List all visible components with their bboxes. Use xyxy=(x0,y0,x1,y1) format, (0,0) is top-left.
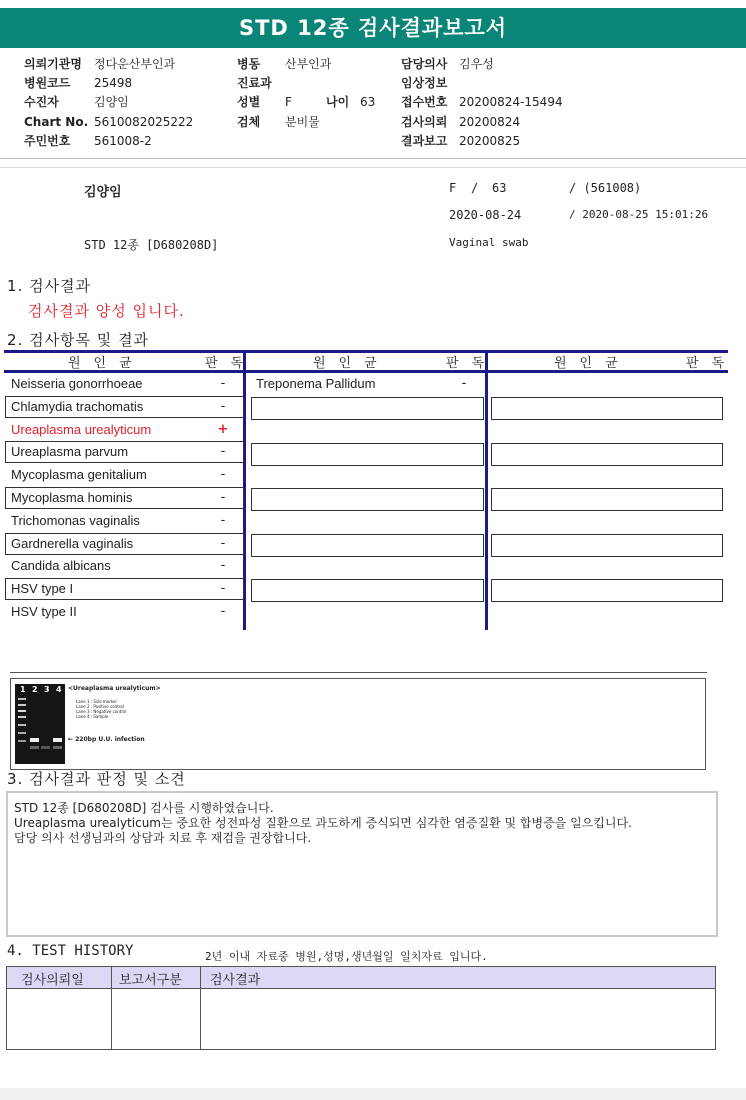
header-value: 20200825 xyxy=(459,133,521,148)
gel-legend-item: Lane 2 : Positive control xyxy=(76,704,124,709)
pathogen-result: - xyxy=(220,535,226,551)
empty-result-box xyxy=(491,488,723,511)
empty-result-box xyxy=(251,443,484,466)
pathogen-name: HSV type I xyxy=(11,581,74,597)
gel-panel-rule xyxy=(10,672,707,673)
header-field-chart-no xyxy=(24,113,193,132)
pathogen-name: Neisseria gonorrhoeae xyxy=(11,376,143,391)
remarks-box xyxy=(6,791,718,937)
col3-result-header: 판독 xyxy=(686,356,738,371)
header-divider xyxy=(0,158,746,159)
header-divider-2 xyxy=(0,167,746,168)
pathogen-result: - xyxy=(220,604,226,619)
header-field-patient xyxy=(24,93,129,112)
empty-result-box xyxy=(491,397,723,420)
history-header-row xyxy=(7,967,715,989)
empty-result-box xyxy=(491,443,723,466)
header-field-doctor xyxy=(401,55,494,74)
patient-name: 김양임 xyxy=(84,185,122,200)
header-value: 김우성 xyxy=(459,57,494,71)
header-value: F xyxy=(285,95,292,110)
section4-heading: 4. TEST HISTORY xyxy=(7,943,134,959)
remarks-line-1: STD 12종 [D680208D] 검사를 시행하였습니다. xyxy=(14,801,274,815)
header-label: 병동 xyxy=(237,57,261,71)
history-col-report-type: 보고서구분 xyxy=(119,973,182,988)
header-value: 63 xyxy=(360,95,376,110)
header-value: 5610082025222 xyxy=(94,114,194,129)
history-col-divider-2 xyxy=(200,967,201,1049)
col3-pathogen-header: 원인균 xyxy=(554,356,631,371)
gel-lane-number: 3 xyxy=(44,685,50,694)
header-label: 수진자 xyxy=(24,95,59,110)
section2-heading: 2. 검사항목 및 결과 xyxy=(7,331,150,349)
header-label: 담당의사 xyxy=(401,57,448,71)
header-label: 결과보고 xyxy=(401,133,448,148)
gel-arrow-text: 220bp U.U. infection xyxy=(75,736,145,743)
empty-result-box xyxy=(491,579,723,602)
header-label: 진료과 xyxy=(237,76,272,91)
header-value: 분비물 xyxy=(285,114,320,129)
patient-birth: / (561008) xyxy=(569,181,642,195)
header-field-accession-no xyxy=(401,93,563,112)
pathogen-result: - xyxy=(220,398,226,414)
history-table xyxy=(6,966,716,1050)
empty-result-box xyxy=(251,488,484,511)
header-value: 25498 xyxy=(94,76,133,91)
header-label: 성별 xyxy=(237,95,261,110)
history-col-divider-1 xyxy=(111,967,112,1049)
header-field-hospital xyxy=(24,55,175,74)
history-note: 2년 이내 자료중 병원,성명,생년월일 일치자료 입니다. xyxy=(205,950,488,963)
header-value: 561008-2 xyxy=(94,133,152,148)
gel-lane-number: 1 xyxy=(20,685,26,694)
result-summary: 검사결과 양성 입니다. xyxy=(28,302,185,320)
gel-lane-numbers xyxy=(17,685,65,695)
pathogen-name: Ureaplasma parvum xyxy=(11,444,129,460)
header-label: 접수번호 xyxy=(401,95,448,110)
pathogen-name: HSV type II xyxy=(11,604,77,619)
reported-datetime: / 2020-08-25 15:01:26 xyxy=(569,208,709,221)
empty-result-box xyxy=(251,397,484,420)
pathogen-result: - xyxy=(220,581,226,597)
pathogen-name: Candida albicans xyxy=(11,558,111,574)
header-label: 주민번호 xyxy=(24,133,71,148)
header-field-specimen xyxy=(237,113,320,132)
pathogen-result: - xyxy=(220,512,226,528)
header-value: 정다운산부인과 xyxy=(94,57,176,71)
col2-pathogen-header: 원인균 xyxy=(313,356,390,371)
test-name: STD 12종 [D680208D] xyxy=(84,238,219,252)
pathogen-name: Gardnerella vaginalis xyxy=(11,535,134,551)
header-value: 산부인과 xyxy=(285,57,332,71)
header-label: Chart No. xyxy=(24,114,89,129)
gel-lane-number: 2 xyxy=(32,685,38,694)
header-value: 20200824 xyxy=(459,114,521,129)
report-title: STD 12종 검사결과보고서 xyxy=(0,8,746,48)
header-field-clinical-info xyxy=(401,74,459,93)
col2-result-header: 판독 xyxy=(446,356,498,371)
gel-lane-number: 4 xyxy=(56,685,62,694)
pathogen-result: - xyxy=(461,376,467,391)
gel-bands-graphic xyxy=(15,684,65,764)
section1-heading: 1. 검사결과 xyxy=(7,277,92,295)
col1-result-header: 판독 xyxy=(205,356,257,371)
header-label: 임상정보 xyxy=(401,76,448,91)
pathogen-name: Mycoplasma hominis xyxy=(11,490,133,505)
header-label: 검사의뢰 xyxy=(401,114,448,129)
header-field-hospital-code xyxy=(24,74,132,93)
pathogen-name: Treponema Pallidum xyxy=(256,376,376,391)
gel-legend-item: Lane 4 : Sample xyxy=(76,714,109,719)
header-field-resident-no xyxy=(24,132,152,151)
pathogen-result: + xyxy=(217,421,229,437)
pathogen-result: - xyxy=(220,490,226,505)
gel-legend-item: Lane 3 : Negative control xyxy=(76,709,127,714)
header-field-report-date xyxy=(401,132,520,151)
pathogen-name: Trichomonas vaginalis xyxy=(11,512,140,528)
header-label: 의뢰기관명 xyxy=(24,57,82,71)
header-field-sex xyxy=(237,93,292,112)
gel-legend xyxy=(76,699,126,719)
empty-result-box xyxy=(251,579,484,602)
arrow-left-icon: ← xyxy=(68,736,74,743)
header-field-ward xyxy=(237,55,331,74)
patient-sex: F xyxy=(449,181,457,195)
pathogen-name: Chlamydia trachomatis xyxy=(11,398,144,414)
pathogen-result: - xyxy=(220,467,226,483)
pathogen-result: - xyxy=(220,376,226,391)
pathogen-name: Mycoplasma genitalium xyxy=(11,467,147,483)
remarks-line-3: 담당 의사 선생님과의 상담과 치료 후 재검을 권장합니다. xyxy=(14,831,312,845)
empty-result-box xyxy=(491,534,723,557)
received-date: 2020-08-24 xyxy=(449,208,522,222)
header-value: 김양임 xyxy=(94,95,129,110)
patient-age: 63 xyxy=(492,181,507,195)
pathogen-result: - xyxy=(220,444,226,460)
history-col-result: 검사결과 xyxy=(210,973,261,988)
pathogen-result: - xyxy=(220,558,226,574)
page-footer-band xyxy=(0,1088,746,1100)
header-field-age xyxy=(326,93,375,112)
section3-heading: 3. 검사결과 판정 및 소견 xyxy=(7,770,186,788)
header-field-department xyxy=(237,74,285,93)
gel-title: <Ureaplasma urealyticum> xyxy=(68,685,161,692)
pathogen-name: Ureaplasma urealyticum xyxy=(11,421,152,437)
gel-arrow-label xyxy=(68,736,145,743)
empty-result-box xyxy=(251,534,484,557)
history-col-request-date: 검사의뢰일 xyxy=(21,973,84,988)
separator-slash: / xyxy=(471,181,479,195)
col1-pathogen-header: 원인균 xyxy=(68,356,145,371)
gel-legend-item: Lane 1 : Size marker xyxy=(76,699,118,704)
table-col-divider-2 xyxy=(485,350,488,630)
remarks-line-2: Ureaplasma urealyticum는 중요한 성전파성 질환으로 과도하게 증식되면 심각한 염증질환 및 합병증을 일으킵니다. xyxy=(14,816,632,830)
header-field-request-date xyxy=(401,113,520,132)
header-label: 나이 xyxy=(326,95,350,110)
header-value: 20200824-15494 xyxy=(459,95,563,110)
specimen-type: Vaginal swab xyxy=(449,236,529,249)
header-label: 병원코드 xyxy=(24,76,71,91)
gel-electrophoresis-image xyxy=(15,684,65,764)
header-label: 검체 xyxy=(237,114,261,129)
